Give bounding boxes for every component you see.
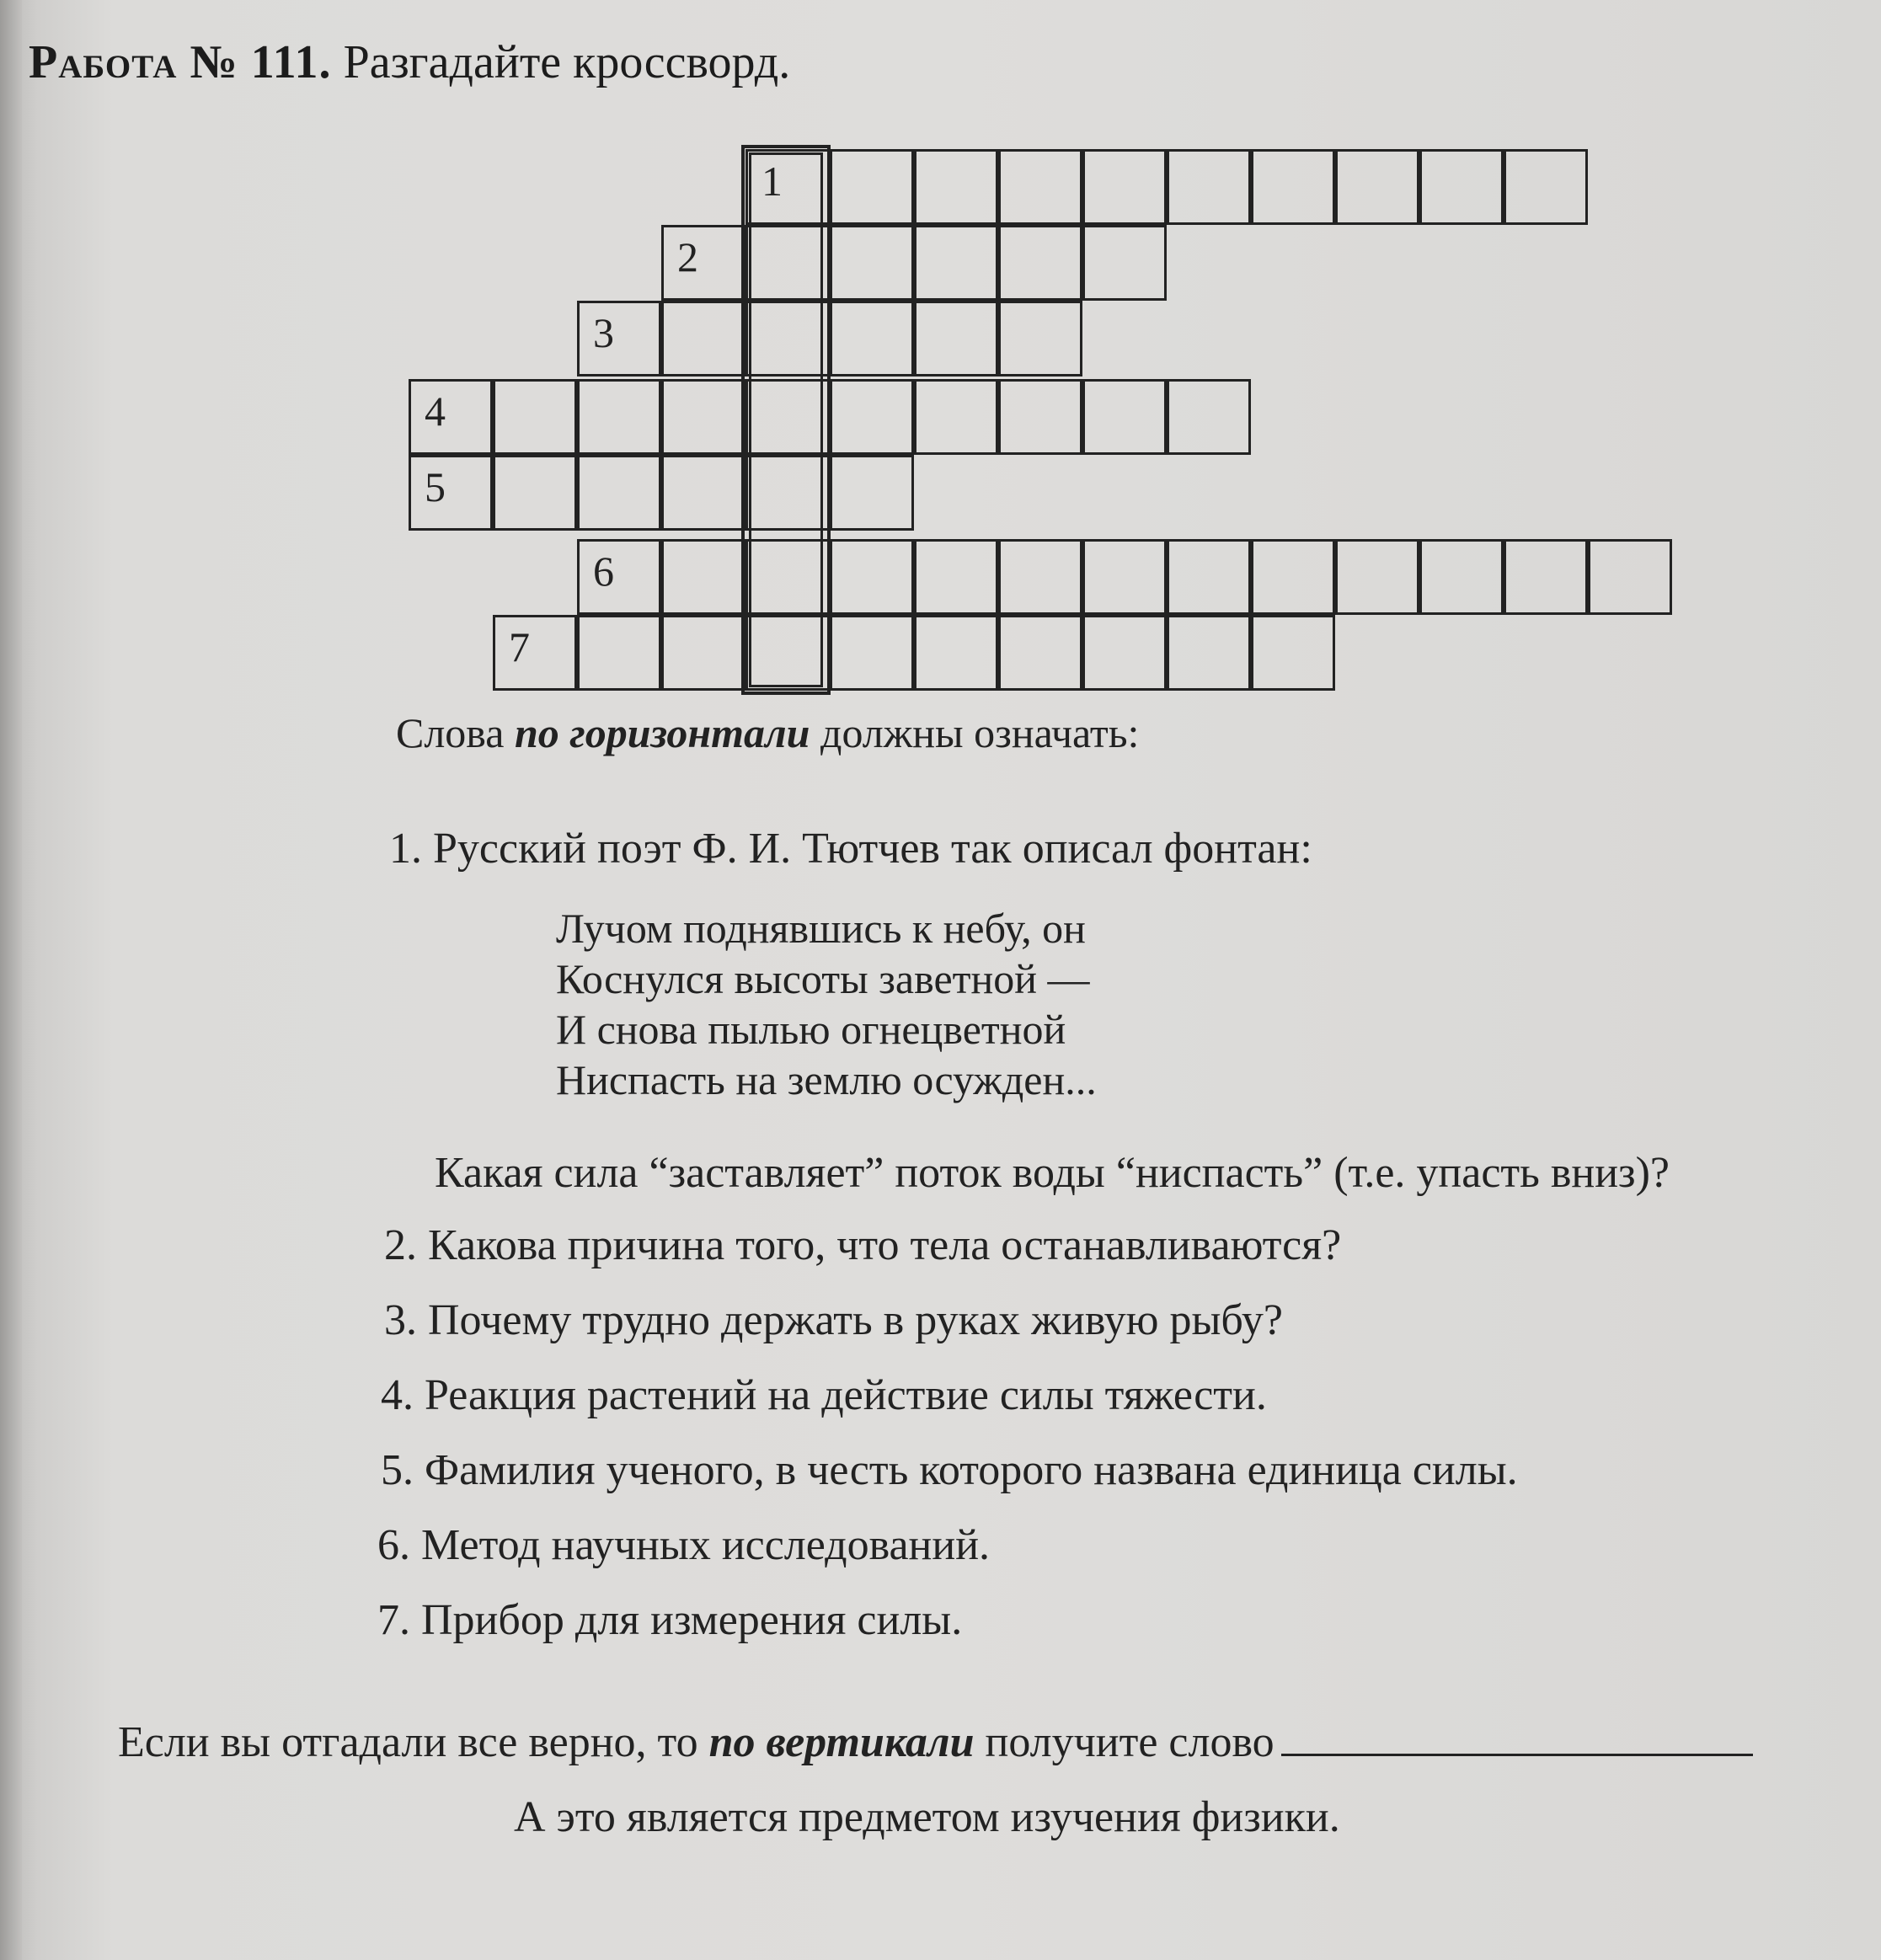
- crossword-clue-number: 4: [425, 387, 446, 435]
- clue-3: 3. Почему трудно держать в руках живую рыбу?: [384, 1296, 1283, 1344]
- crossword-cell[interactable]: [1251, 615, 1335, 691]
- crossword-cell[interactable]: [914, 149, 998, 225]
- crossword-cell[interactable]: [661, 225, 745, 301]
- crossword-cell[interactable]: [577, 615, 661, 691]
- crossword-key-cell[interactable]: [745, 455, 830, 531]
- crossword-clue-number: 2: [677, 233, 698, 280]
- crossword-clue-number: 1: [761, 158, 783, 205]
- crossword-grid: [0, 0, 1881, 708]
- crossword-clue-number: 7: [509, 623, 530, 670]
- clue-7: 7. Прибор для измерения силы.: [377, 1596, 963, 1644]
- crossword-cell[interactable]: [1588, 539, 1672, 615]
- crossword-key-cell[interactable]: [745, 379, 830, 455]
- poem-line: Лучом поднявшись к небу, он: [556, 905, 1086, 952]
- vertical-prompt-tail: получите слово: [974, 1718, 1274, 1766]
- crossword-key-cell[interactable]: [745, 301, 830, 377]
- poem-line: Коснулся высоты заветной —: [556, 955, 1090, 1002]
- crossword-cell[interactable]: [1167, 615, 1251, 691]
- crossword-cell[interactable]: [830, 225, 914, 301]
- clue-5: 5. Фамилия ученого, в честь которого названа единица силы.: [381, 1446, 1518, 1494]
- crossword-cell[interactable]: [661, 301, 745, 377]
- crossword-cell[interactable]: [830, 615, 914, 691]
- vertical-prompt-emphasis: по вертикали: [708, 1718, 975, 1766]
- crossword-cell[interactable]: [1082, 615, 1167, 691]
- crossword-cell[interactable]: [577, 455, 661, 531]
- horizontal-intro: [396, 708, 1139, 758]
- crossword-cell[interactable]: [409, 455, 493, 531]
- crossword-cell[interactable]: [661, 539, 745, 615]
- answer-blank[interactable]: [1281, 1715, 1753, 1756]
- closing-note: А это является предметом изучения физики.: [514, 1793, 1340, 1841]
- crossword-cell[interactable]: [1419, 149, 1504, 225]
- crossword-cell[interactable]: [830, 149, 914, 225]
- crossword-cell[interactable]: [661, 615, 745, 691]
- crossword-cell[interactable]: [998, 539, 1082, 615]
- crossword-cell[interactable]: [577, 539, 661, 615]
- crossword-cell[interactable]: [493, 615, 577, 691]
- crossword-cell[interactable]: [830, 455, 914, 531]
- crossword-cell[interactable]: [830, 379, 914, 455]
- crossword-cell[interactable]: [661, 379, 745, 455]
- crossword-cell[interactable]: [998, 149, 1082, 225]
- crossword-cell[interactable]: [1082, 225, 1167, 301]
- crossword-cell[interactable]: [914, 615, 998, 691]
- crossword-cell[interactable]: [998, 301, 1082, 377]
- crossword-cell[interactable]: [577, 301, 661, 377]
- crossword-clue-number: 6: [593, 547, 614, 595]
- poem-line: И снова пылью огнецветной: [556, 1006, 1066, 1053]
- crossword-key-cell[interactable]: [745, 615, 830, 691]
- vertical-prompt-text: Если вы отгадали все верно, то: [118, 1718, 709, 1766]
- crossword-cell[interactable]: [409, 379, 493, 455]
- crossword-key-cell[interactable]: [745, 539, 830, 615]
- clue-1: 1. Русский поэт Ф. И. Тютчев так описал фонтан:: [389, 825, 1312, 873]
- crossword-cell[interactable]: [830, 301, 914, 377]
- crossword-cell[interactable]: [577, 379, 661, 455]
- crossword-cell[interactable]: [998, 379, 1082, 455]
- poem: [556, 903, 1097, 1105]
- crossword-cell[interactable]: [1251, 149, 1335, 225]
- crossword-cell[interactable]: [1419, 539, 1504, 615]
- crossword-cell[interactable]: [1167, 379, 1251, 455]
- crossword-cell[interactable]: [1335, 149, 1419, 225]
- crossword-cell[interactable]: [914, 301, 998, 377]
- horizontal-intro-tail: должны означать:: [810, 709, 1140, 756]
- crossword-cell[interactable]: [1082, 149, 1167, 225]
- crossword-cell[interactable]: [1082, 539, 1167, 615]
- crossword-cell[interactable]: [914, 225, 998, 301]
- crossword-cell[interactable]: [830, 539, 914, 615]
- clue-2: 2. Какова причина того, что тела останавливаются?: [384, 1221, 1342, 1269]
- crossword-cell[interactable]: [1251, 539, 1335, 615]
- horizontal-intro-text: Слова: [396, 709, 515, 756]
- crossword-cell[interactable]: [998, 615, 1082, 691]
- clue-6: 6. Метод научных исследований.: [377, 1521, 991, 1569]
- crossword-cell[interactable]: [661, 455, 745, 531]
- crossword-cell[interactable]: [493, 379, 577, 455]
- crossword-clue-number: 3: [593, 309, 614, 356]
- clue-4: 4. Реакция растений на действие силы тяжести.: [381, 1371, 1267, 1419]
- crossword-clue-number: 5: [425, 463, 446, 510]
- vertical-prompt: [118, 1715, 1753, 1769]
- crossword-cell[interactable]: [914, 379, 998, 455]
- crossword-cell[interactable]: [493, 455, 577, 531]
- crossword-cell[interactable]: [1167, 539, 1251, 615]
- crossword-cell[interactable]: [914, 539, 998, 615]
- crossword-key-cell[interactable]: [745, 225, 830, 301]
- clue-1-question: Какая сила “заставляет” поток воды “ниспасть” (т.е. упасть вниз)?: [435, 1149, 1670, 1197]
- crossword-key-cell[interactable]: [745, 149, 830, 225]
- crossword-cell[interactable]: [998, 225, 1082, 301]
- horizontal-intro-emphasis: по горизонтали: [514, 709, 810, 756]
- exercise-number: Работа № 111.: [29, 36, 332, 88]
- crossword-cell[interactable]: [1335, 539, 1419, 615]
- exercise-instruction: Разгадайте кроссворд.: [343, 36, 791, 88]
- crossword-cell[interactable]: [1082, 379, 1167, 455]
- crossword-cell[interactable]: [1504, 539, 1588, 615]
- crossword-cell[interactable]: [1167, 149, 1251, 225]
- poem-line: Ниспасть на землю осужден...: [556, 1056, 1097, 1103]
- crossword-cell[interactable]: [1504, 149, 1588, 225]
